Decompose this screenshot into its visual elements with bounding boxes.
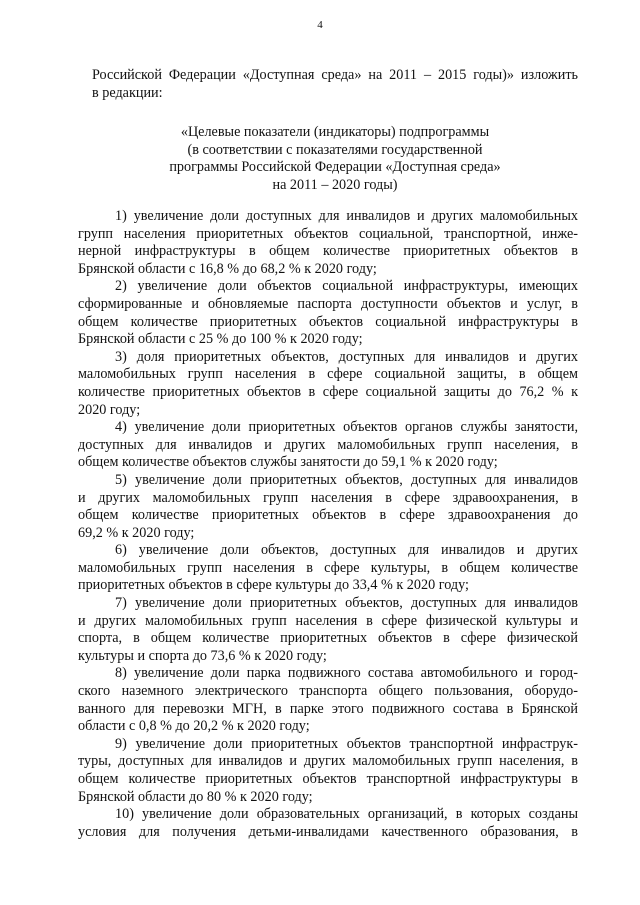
indicator-line: общем количестве приоритетных объектов транспортной инфраструктуры в [78,771,578,787]
indicator-item [78,736,578,806]
indicator-line: ванного для перевозки МГН, в парке этого подвижного состава в Брянской [78,700,578,717]
indicator-line: общем количестве приоритетных объектов социальной инфраструктуры в [78,313,578,330]
indicator-line: 8) увеличение доли парка подвижного состава автомобильного и город- [115,665,578,682]
indicator-item [78,665,578,735]
indicator-line: спорта, в общем количестве приоритетных объектов в сфере физической [78,630,578,647]
indicator-item [78,208,578,278]
indicator-line: Брянской области до 80 % к 2020 году; [78,788,313,805]
indicator-line: доступных для инвалидов и других маломобильных групп населения, в [78,436,578,453]
intro-paragraph [92,67,578,102]
indicator-line: нерной инфраструктуры в общем количестве приоритетных объектов в [78,243,578,260]
page-number: 4 [317,19,323,31]
indicator-item [78,278,578,348]
indicator-line: маломобильных групп населения в сфере культуры, в общем количестве [78,559,578,576]
indicator-line: 2) увеличение доли объектов социальной инфраструктуры, имеющих [115,278,578,295]
indicator-list [78,208,578,841]
indicator-line: сформированные и обновляемые паспорта доступности объектов и услуг, в [78,295,578,312]
indicator-line: Брянской области с 25 % до 100 % к 2020 году; [78,331,363,348]
indicator-line: туры, доступных для инвалидов и других маломобильных групп населения, в [78,753,578,770]
indicator-line: 1) увеличение доли доступных для инвалидов и других маломобильных [115,208,578,224]
indicator-line: общем количестве приоритетных объектов в сфере здравоохранения до [78,507,578,524]
indicator-item [78,472,578,542]
indicator-line: приоритетных объектов в сфере культуры до 33,4 % к 2020 году; [78,577,469,594]
indicator-line: 3) доля приоритетных объектов, доступных для инвалидов и других [115,348,578,365]
section-heading [120,124,550,194]
indicator-line: и других маломобильных групп населения в сфере здравоохранения, в [78,489,578,506]
intro-line: в редакции: [92,84,163,101]
indicator-line: 10) увеличение доли образовательных организаций, в которых созданы [115,806,578,823]
indicator-line: 9) увеличение доли приоритетных объектов транспортной инфраструк- [115,735,578,752]
heading-line: (в соответствии с показателями государственной [187,141,483,158]
indicator-line: 69,2 % к 2020 году; [78,524,195,541]
indicator-line: общем количестве объектов службы занятости до 59,1 % к 2020 году; [78,454,498,471]
indicator-line: условия для получения детьми-инвалидами качественного образования, в [78,823,578,840]
heading-line: на 2011 – 2020 годы) [272,176,398,193]
indicator-item [78,806,578,841]
heading-line: программы Российской Федерации «Доступная среда» [169,159,501,176]
indicator-line: количестве приоритетных объектов в сфере социальной защиты до 76,2 % к [78,383,578,400]
indicator-line: групп населения приоритетных объектов социальной, транспортной, инже- [78,225,578,242]
indicator-line: области с 0,8 % до 20,2 % к 2020 году; [78,718,310,735]
indicator-item [78,542,578,595]
indicator-line: 4) увеличение доли приоритетных объектов органов службы занятости, [115,419,578,436]
indicator-line: Брянской области с 16,8 % до 68,2 % к 2020 году; [78,260,377,277]
indicator-item [78,349,578,419]
indicator-line: 7) увеличение доли приоритетных объектов, доступных для инвалидов [115,595,578,612]
intro-line: Российской Федерации «Доступная среда» на 2011 – 2015 годы)» изложить [92,67,578,83]
indicator-line: и других маломобильных групп населения в сфере физической культуры и [78,612,578,629]
indicator-line: маломобильных групп населения в сфере социальной защиты, в общем [78,366,578,383]
indicator-line: культуры и спорта до 73,6 % к 2020 году; [78,647,327,664]
indicator-line: 5) увеличение доли приоритетных объектов, доступных для инвалидов [115,471,578,488]
indicator-line: 6) увеличение доли объектов, доступных для инвалидов и других [115,542,578,559]
indicator-item [78,419,578,472]
indicator-line: ского наземного электрического транспорта общего пользования, оборудо- [78,683,578,700]
heading-line: «Целевые показатели (индикаторы) подпрограммы [180,124,490,140]
indicator-line: 2020 году; [78,401,141,418]
indicator-item [78,595,578,665]
